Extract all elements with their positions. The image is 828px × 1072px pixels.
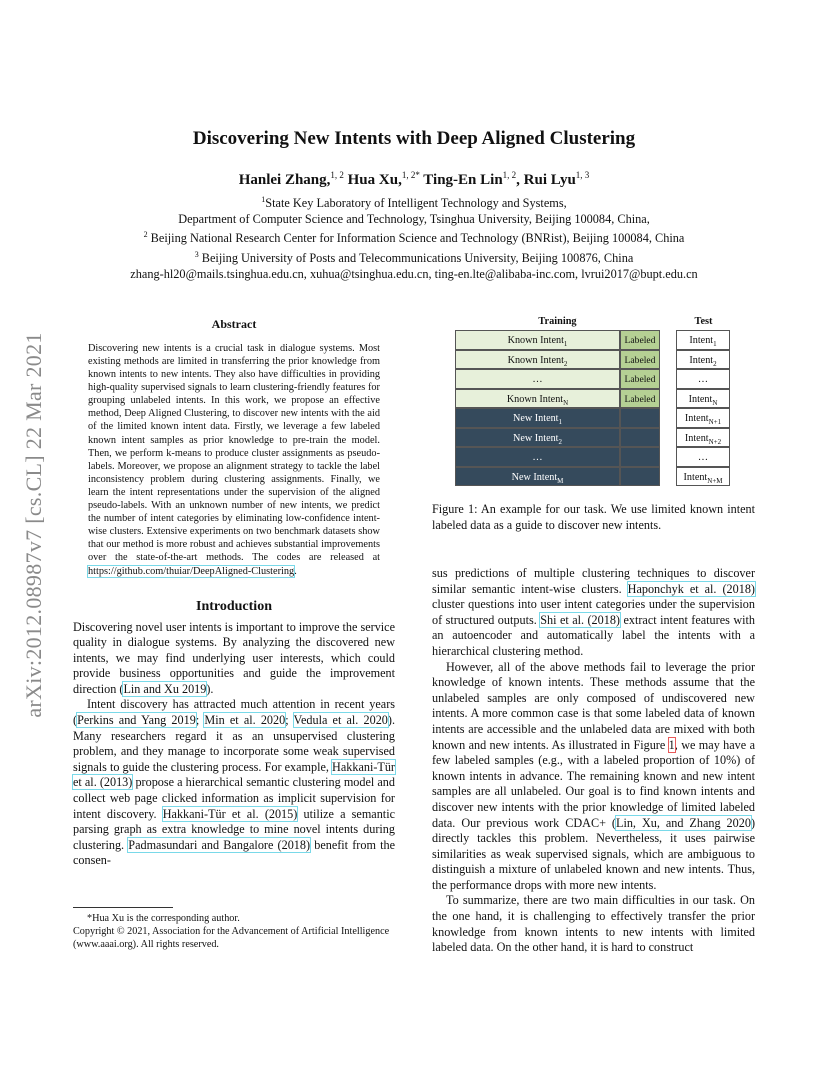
citation-link[interactable]: Lin and Xu 2019 [123, 681, 207, 696]
known-intent-cell: Known Intent$_1$ [455, 330, 620, 350]
footnote-rule [73, 907, 173, 908]
citation-link[interactable]: Padmasundari and Bangalore (2018) [128, 837, 311, 852]
unlabeled-cell [620, 447, 660, 467]
introduction-heading: Introduction [196, 598, 272, 614]
known-intent-cell: … [455, 369, 620, 389]
affiliations: $^1$State Key Laboratory of Intelligent Technology and Systems, Department of Computer Science and Technology, Tsinghua University, Beijing 100084, China, $^2$ Beijing National Research Center for Information Science and Technology (BNRist), Beijing 100084, China $^3$ Beijing University of Posts and Telecommunications University, Beijing 100876, China zhang-hl20@mails.tsinghua.edu.cn, xuhua@tsinghua.edu.cn, ting-en.lte@alibaba-inc.com, lvrui2017@bupt.edu.cn [0, 192, 828, 282]
test-intent-cell: Intent$_N$ [676, 389, 730, 409]
right-column [432, 566, 755, 956]
known-intent-cell: Known Intent$_N$ [455, 389, 620, 409]
citation-link[interactable]: Vedula et al. 2020 [293, 713, 388, 728]
footnote-text: *Hua Xu is the corresponding author. [87, 913, 240, 924]
new-intent-cell: New Intent$_2$ [455, 428, 620, 448]
unlabeled-cell [620, 467, 660, 487]
abstract-text: Discovering new intents is a crucial task in dialogue systems. Most existing methods are limited in transferring the prior knowledge from known intents to new intents. They also have difficulties in providing high-quality supervised signals to learn clustering-friendly features for grouping unlabeled intents. In this work, we propose an effective method, Deep Aligned Clustering, to discover new intents with the aid of the limited known intent data. Firstly, we leverage a few labeled known intent samples as prior knowledge to pre-train the model. Then, we perform k-means to produce cluster assignments as pseudo-labels. Moreover, we propose an alignment strategy to tackle the label inconsistency problem during clustering assignments. Finally, we learn the intent representations under the supervision of the aligned pseudo-labels. With an unknown number of new intents, we predict the number of intent categories by eliminating low-confidence intent-wise clusters. Extensive experiments on two benchmark datasets show that our method is more robust and achieves substantial improvements over the state-of-the-art methods. The codes are released at https://github.com/thuiar/DeepAligned-Clustering. [88, 342, 380, 577]
new-intent-cell: … [455, 447, 620, 467]
right-paragraph-2: However, all of the above methods fail to leverage the prior knowledge of known intents. These methods assume that the unlabeled samples are only composed of undiscovered new intents. A more common case is that some labeled data of known intents are accessible and the unlabeled data are mixed with both known and new intents. As illustrated in Figure 1, we may have a few labeled samples (e.g., with a labeled proportion of 10%) of known intents in advance. The remaining known and new intent samples are all unlabeled. Our goal is to find known intents and discover new intents with the prior knowledge of limited labeled data. Our previous work CDAC+ (Lin, Xu, and Zhang 2020) directly tackles this problem. Nevertheless, it uses pairwise similarities as weak supervised signals, which are ambiguous to distinguish a mixture of unlabeled known and new intents. Thus, the performance drops with more new intents. [432, 659, 755, 892]
arxiv-id: arXiv:2012.08987v7 [cs.CL] 22 Mar 2021 [21, 332, 46, 718]
test-intent-cell: Intent$_2$ [676, 350, 730, 370]
citation-link[interactable]: Min et al. 2020 [204, 713, 286, 728]
test-intent-cell: Intent$_{N+2}$ [676, 428, 730, 448]
citation-link[interactable]: Hakkani-Tür et al. (2015) [162, 806, 298, 821]
paper-title: Discovering New Intents with Deep Aligned Clustering [192, 128, 636, 149]
left-column [73, 318, 395, 869]
author-name: Ting-En Lin [419, 172, 503, 188]
test-intent-cell: … [676, 447, 730, 467]
intro-paragraph-2: Intent discovery has attracted much attention in recent years (Perkins and Yang 2019; Min et al. 2020; Vedula et al. 2020). Many researchers regard it as an unsupervised clustering problem, and they manage to incorporate some weak supervised signals to guide the clustering process. For example, Hakkani-Tür et al. (2013) propose a hierarchical semantic clustering model and collect web page clicked information as implicit supervision for intent discovery. Hakkani-Tür et al. (2015) utilize a semantic parsing graph as extra knowledge to mine novel intents during clustering. Padmasundari and Bangalore (2018) benefit from the consen- [73, 697, 396, 868]
citation-link[interactable]: Shi et al. (2018) [540, 612, 620, 627]
test-intent-cell: … [676, 369, 730, 389]
figure-caption: Figure 1: An example for our task. We use limited known intent labeled data as a guide to discover new intents. [432, 502, 755, 532]
intro-paragraph-1: Discovering novel user intents is important to improve the service quality in dialogue systems. By analyzing the discovered new intents, we may find underlying user interests, which could provide business opportunities and guide the improvement direction (Lin and Xu 2019). [73, 619, 395, 696]
unlabeled-cell [620, 408, 660, 428]
abstract-heading: Abstract [211, 317, 257, 331]
labeled-cell: Labeled [620, 389, 660, 409]
copyright-notice: Copyright © 2021, Association for the Advancement of Artificial Intelligence (www.aaai.org). All rights reserved. [73, 926, 390, 950]
test-intent-cell: Intent$_1$ [676, 330, 730, 350]
labeled-cell: Labeled [620, 369, 660, 389]
citation-link[interactable]: Hakkani-Tür et al. (2013) [73, 759, 395, 790]
right-paragraph-3: To summarize, there are two main difficulties in our task. On the one hand, it is challenging to effectively transfer the prior knowledge from known intents to new intents with limited labeled data. On the other hand, it is hard to construct [432, 893, 755, 955]
author-emails: zhang-hl20@mails.tsinghua.edu.cn, xuhua@tsinghua.edu.cn, ting-en.lte@alibaba-inc.com, lvrui2017@bupt.edu.cn [130, 266, 698, 281]
footnote-block [73, 907, 395, 951]
known-intent-cell: Known Intent$_2$ [455, 350, 620, 370]
figure-1 [455, 316, 730, 492]
author-list: Hanlei Zhang,$^{1, 2}$ Hua Xu,$^{1, 2*}$ Ting-En Lin$^{1, 2}$, Rui Lyu$^{1, 3}$ [238, 170, 590, 188]
labeled-cell: Labeled [620, 330, 660, 350]
author-name: Hua Xu, [343, 172, 402, 188]
test-intent-cell: Intent$_{N+M}$ [676, 467, 730, 487]
figure-training-label: Training [538, 316, 577, 327]
new-intent-cell: New Intent$_1$ [455, 408, 620, 428]
code-link[interactable]: https://github.com/thuiar/DeepAligned-Clustering [88, 565, 295, 577]
author-name: Hanlei Zhang, [238, 172, 331, 188]
right-paragraph-1: sus predictions of multiple clustering techniques to discover similar semantic intent-wise clusters. Haponchyk et al. (2018) cluster questions into user intent categories under the supervision of structured outputs. Shi et al. (2018) extract intent features with an autoencoder and automatically label the intents with a hierarchical clustering method. [432, 566, 755, 658]
new-intent-cell: New Intent$_M$ [455, 467, 620, 487]
citation-link[interactable]: Haponchyk et al. (2018) [627, 581, 755, 596]
figure-test-label: Test [694, 316, 713, 327]
citation-link[interactable]: Perkins and Yang 2019 [77, 713, 196, 728]
figure-ref-link[interactable]: 1 [668, 737, 675, 752]
author-name: , Rui Lyu [516, 172, 576, 188]
labeled-cell: Labeled [620, 350, 660, 370]
arxiv-watermark [22, 290, 46, 760]
citation-link[interactable]: Lin, Xu, and Zhang 2020 [616, 815, 751, 830]
test-intent-cell: Intent$_{N+1}$ [676, 408, 730, 428]
unlabeled-cell [620, 428, 660, 448]
